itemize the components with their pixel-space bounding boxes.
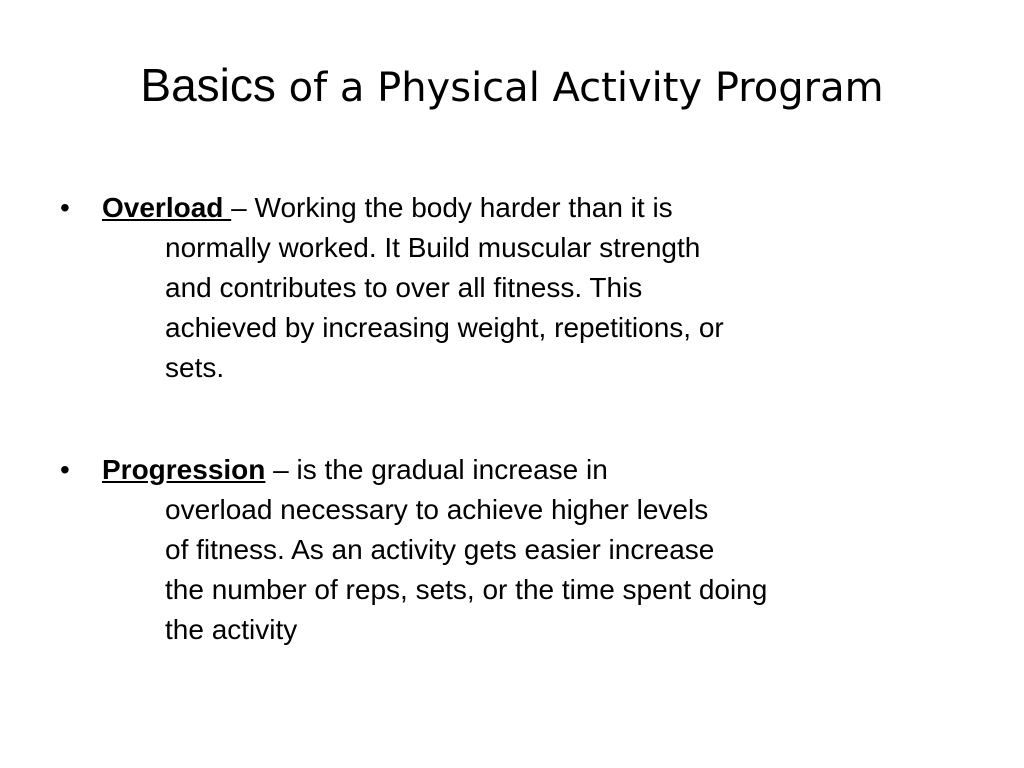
bullet-overload (60, 188, 724, 388)
bullet-text-line: and contributes to over all fitness. This (165, 272, 643, 303)
term-progression: Progression (102, 454, 266, 485)
term-dash: – (231, 192, 255, 223)
bullet-text-line: overload necessary to achieve higher levels (165, 494, 709, 525)
slide-title-part1: Basics (140, 59, 276, 111)
bullet-text-line: achieved by increasing weight, repetitions, or (165, 312, 724, 343)
slide-title (0, 59, 1024, 111)
term-dash: – (265, 454, 297, 485)
bullet-first-line (102, 450, 767, 490)
bullet-marker: • (60, 192, 70, 223)
term-overload: Overload (102, 192, 232, 223)
bullet-text-line: the number of reps, sets, or the time spent doing (165, 574, 768, 605)
bullet-progression (60, 450, 767, 650)
bullet-marker: • (60, 454, 70, 485)
bullet-text-line: sets. (165, 352, 225, 383)
bullet-first-line (102, 188, 724, 228)
bullet-text-line: Working the body harder than it is (254, 192, 673, 223)
bullet-text-line: the activity (165, 614, 298, 645)
bullet-text-line: is the gradual increase in (296, 454, 608, 485)
bullet-text-line: normally worked. It Build muscular strength (165, 232, 701, 263)
slide-title-part2: of a Physical Activity Program (275, 65, 884, 111)
bullet-text-line: of fitness. As an activity gets easier increase (165, 534, 715, 565)
